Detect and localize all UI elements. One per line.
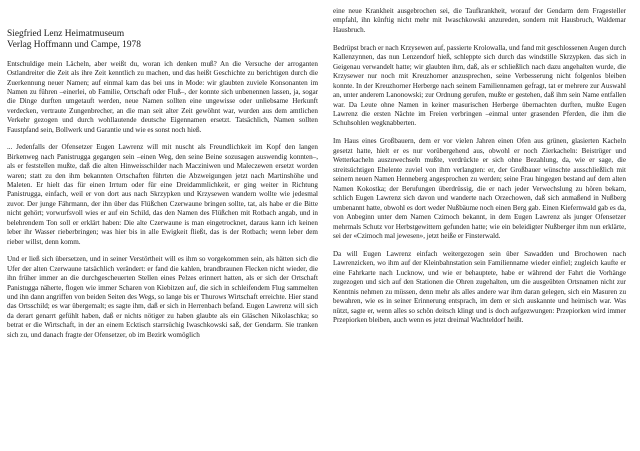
paragraph: Entschuldige mein Lächeln, aber weißt du, woran ich denken muß? An die Versuche der arroganten Ostlandreiter die Zeit als ihre Zeit kenntlich zu machen, und das heißt Geschichte zu berichtigen durch die Zuerkennung neuer Namen; auf einmal kam das bei uns in Mode: wir glaubten zuviele Konsonanten im Namen zu führen –einerlei, ob Familie, Ortschaft oder Fluß–, der konnte sich unbenennen lassen, ja, sogar die Dinge durften umgetauft werden, neue Namen sollten eine ungewisse oder unliebsame Herkunft verdecken, vertraute Zungenbrecher, an die man seit alter Zeit gewöhnt war, wurden aus dem amtlichen Verkehr gezogen und durch wohllautende deutsche Eigennamen ersetzt. Tatsächlich, Namen sollten Faustpfand sein, Bollwerk und Garantie und wie es sonst noch hieß. <box>7 59 318 134</box>
publisher-line: Verlag Hoffmann und Campe, 1978 <box>7 40 141 51</box>
left-column <box>7 7 318 348</box>
paragraph: Da will Eugen Lawrenz einfach weitergezogen sein über Sawadden und Brochowen nach Lawrenzicken, wo ihm auf der Kleinbahnstation sein Familienname wieder einfiel; zugleich kaufte er eine Fahrkarte nach Lucknow, und wie er behauptete, habe er während der Fahrt die Vorhänge zugezogen und sich auf den Stationen die Ohren zugehalten, um die ausgeübten Ortsnamen nicht zur Kenntnis nehmen zu müssen, denn mehr als alles andere war ihm daran gelegen, sich ein Masuren zu bewahren, wie es in seiner Erinnerung entsprach, im dem er sich auskannte und heimisch war. Was nützt, sagte er, wenn alles so schön deitsch klingt und is doch aufgezwungen: Przepiorken wird immer Przepiorken bleiben, auch wenn es jetzt dreimal Wachteldorf heißt. <box>333 249 626 325</box>
paragraph: ... Jedenfalls der Ofensetzer Eugen Lawrenz will mit nuscht als Freundlichkeit im Kopf den langen Birkenweg nach Panistrugga gegangen sein –einen Weg, den seine Beine sozusagen auswendig konnten–, als er feststellen mußte, daß die alten Hinweisschilder nach Macziniwen und Maleczewen ersetzt worden waren; statt zu den ihm bekannten Ortschaften führten die Abzweigungen jetzt nach Martinshöhe und Maleten. Er hielt das für einen Irrtum oder für eine Dreidammlichkeit, er ging weiter in Richtung Panistrugga, einfach, weil er von dort aus nach Skrzypken und Krzysewen wandern wollte wie jedesmal zuvor. Der junge Fährmann, der ihn über das Flüßchen Czerwaune bringen sollte, tat, als habe er die Bitte nicht gehört; vorwurfsvoll wies er auf ein Schild, das den Namen des Flüßchen mit Rotbach angab, und in belehrendem Ton soll er erklärt haben: Die alte Czerwaune is man eingetrocknet, daraus kann ich keinen leber ihr Wasser rieberbringen; was hier bis in alle Ewigkeit fließt, das is der Rotbach; wenn leber dem rieber willst, denn komm. <box>7 143 318 246</box>
author-title-line: Siegfried Lenz Heimatmuseum <box>7 29 125 39</box>
book-header <box>7 29 318 52</box>
paragraph: Bedrüpst brach er nach Krzysewen auf, passierte Krolowalla, und fand mit geschlossenen Augen durch Kallenzynnen, das nun Lenzendorf hieß, schleppte sich durch das windstille Skrzypken. das sich in Geigenau verwandelt hatte; wir glaubten ihm, daß, als er schließlich nach dazu angehalten wurde, die Krzysewer nur noch mit Kreuzhorner anzusprechen, seine Verbesserung nicht folgenlos bleiben konnte. In der Kreuzhorner Herberge nach seinem Familiennamen gefragt, tat er mehrere zur Auswahl an, unter anderem Lanonowski; zur Ordnung gerufen, mußte er gestehen, daß ihm sein Name entfallen war. Da Leute ohne Namen in keiner masurischen Herberge übernachten durften, mußte Eugen Lawrenz die ersten Nächte im Freien verbringen –einmal unter grasenden Pferden, die ihm die Schuhsohlen wegknabberten. <box>333 43 626 128</box>
paragraph: eine neue Krankheit ausgebrochen sei, die Taufkrankheit, worauf der Gendarm dem Fragesteller empfahl, ihn künftig nicht mehr mit Iwaschkowski anzureden, sondern mit Hausbruch, Waldemar Hausbruch. <box>333 7 626 34</box>
paragraph: Und er ließ sich übersetzen, und in seiner Verstörtheit will es ihm so vorgekommen sein, als hätten sich die Ufer der alten Czerwaune tatsächlich verändert: er fand die kahlen, brandbraunen Flecken nicht wieder, die ihn früher immer an die durchgescheuerten Stellen eines Pelzes erinnert hatten, als er sich der Ortschaft Panistugga näherte, flogen wie immer Scharen von Kiebitzen auf, die sich in schleifendem Flug sammelten und ihn dann angriffen von beiden Seiten des Wegs, so lange bis er Thurows Wirtschaft erreichte. Hier stand das Ortsschild; es war übergemalt; es sagte ihm, daß er sich in Herrenbach befand. Eugen Lawrenz will sich da derart genarrt gefühlt haben, daß er nichts nötiger zu haben glaubte als ein Gläschen Nikolaschka; so betrat er die Wirtschaft, in der an einem Ecktisch starrsüchig Iwaschkowski saß, der Gendarm. Sie tranken sich zu, und danach fragte der Ofensetzer, ob im Bezirk womöglich <box>7 255 318 339</box>
right-column <box>333 7 626 334</box>
paragraph: Im Haus eines Großbauern, dem er vor vielen Jahren einen Ofen aus grünen, glasierten Kacheln gesetzt hatte, hielt er es nur vorübergehend aus, obwohl er noch Zierkacheln: Beistrüger und Wetterkacheln auszuwechseln mußte, verdrückte er sich ohne Bezahlung, da, wie er sage, die streitsüchtigen Ehelente zuviel von ihm verlangten: er, der Großbauer wünschte ausschließlich mit seinem neuen Namen Henneberg angesprochen zu werden; seine Frau hingegen bestand auf dem alten Namen Kokostka; der Berufungen überdrüssig, die er nach jeder Verwechslung zu hören bekam, schlich Eugen Lawrenz sich davon und wanderte nach Orzechowen, daß sich anmaßend in Nußberg umbenannt hatte, obwohl es dort weder Nußbäume noch einen Berg gab. Einen Kiefernwald gab es da, von Anbeginn unter dem Namen Czimoch bekannt, in dem Eugen Lawrenz als junger Ofensetzer mehrmals Schutz vor Herbstgewittern gefunden hatte; wie ein beleidigter Nußberger ihm nun erklärte, sei der «Czimoch mal jewesen», jetzt heiße er Finsterwald. <box>333 137 626 240</box>
